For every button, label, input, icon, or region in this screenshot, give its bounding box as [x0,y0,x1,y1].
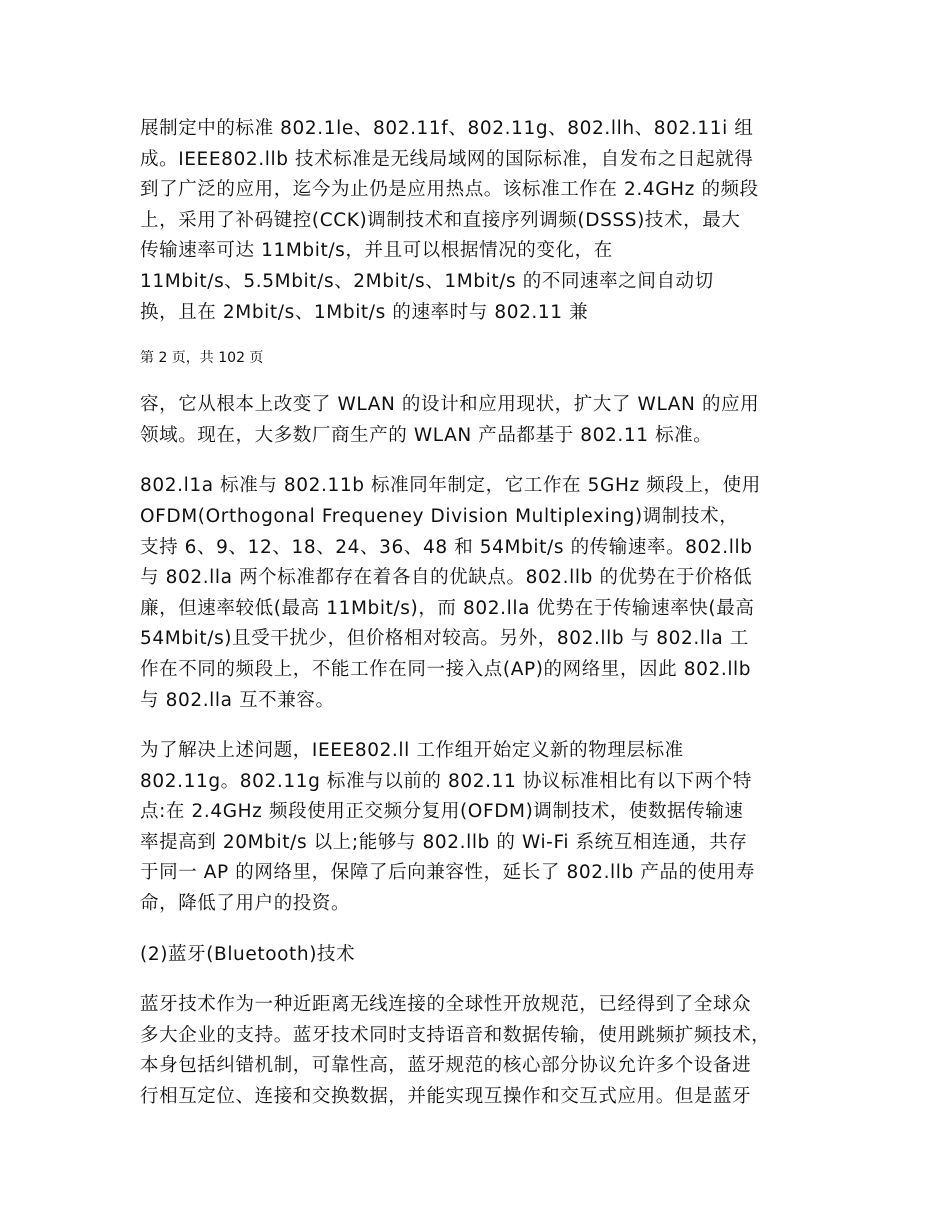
text-line: 蓝牙技术作为一种近距离无线连接的全球性开放规范，已经得到了全球众 [140,994,752,1016]
text-line: 行相互定位、连接和交换数据，并能实现互操作和交互式应用。但是蓝牙 [140,1086,752,1108]
text-line: 容，它从根本上改变了 WLAN 的设计和应用现状，扩大了 WLAN 的应用 [140,394,760,416]
text-line: 换，且在 2Mbit/s、1Mbit/s 的速率时与 802.11 兼 [140,301,589,323]
text-line: OFDM(Orthogonal Frequeney Division Multiplexing)调制技术， [140,505,739,527]
text-line: 成。IEEE802.llb 技术标准是无线局域网的国际标准，自发布之日起就得 [140,148,754,170]
section-heading-bluetooth [140,940,830,971]
text-line: 与 802.lla 互不兼容。 [140,689,335,711]
paragraph-intro [140,114,830,328]
text-line: 于同一 AP 的网络里，保障了后向兼容性，延长了 802.llb 产品的使用寿 [140,862,755,884]
paragraph-wlan [140,390,830,451]
text-line: 多大企业的支持。蓝牙技术同时支持语音和数据传输，使用跳频扩频技术， [140,1024,771,1046]
text-line: 与 802.lla 两个标准都存在着各自的优缺点。802.llb 的优势在于价格低 [140,567,753,589]
text-line: 到了广泛的应用，迄今为止仍是应用热点。该标准工作在 2.4GHz 的频段 [140,179,759,201]
text-line: 命，降低了用户的投资。 [140,893,351,915]
paragraph-80211g [140,736,830,920]
text-line: 802.l1a 标准与 802.11b 标准同年制定，它工作在 5GHz 频段上，使用 [140,475,761,497]
text-line: 54Mbit/s)且受干扰少，但价格相对较高。另外，802.llb 与 802.lla 工 [140,628,749,650]
heading-text: (2)蓝牙(Bluetooth)技术 [140,943,356,965]
text-line: 传输速率可达 11Mbit/s，并且可以根据情况的变化，在 [140,240,613,262]
text-line: 率提高到 20Mbit/s 以上;能够与 802.llb 的 Wi-Fi 系统互相连通，共存 [140,831,748,853]
text-line: 点:在 2.4GHz 频段使用正交频分复用(OFDM)调制技术，使数据传输速 [140,801,744,823]
paragraph-bluetooth [140,990,830,1112]
text-line: 展制定中的标准 802.1le、802.11f、802.11g、802.llh、802.11i 组 [140,118,754,139]
page-number-footer: 第 2 页，共 102 页 [140,350,264,367]
text-line: 11Mbit/s、5.5Mbit/s、2Mbit/s、1Mbit/s 的不同速率之间自动切 [140,270,714,292]
text-line: 为了解决上述问题，IEEE802.ll 工作组开始定义新的物理层标准 [140,740,684,762]
document-page [140,114,830,1113]
text-line: 上，采用了补码键控(CCK)调制技术和直接序列调频(DSSS)技术，最大 [140,209,741,231]
text-line: 802.11g。802.11g 标准与以前的 802.11 协议标准相比有以下两个特 [140,770,753,792]
text-line: 本身包括纠错机制，可靠性高，蓝牙规范的核心部分协议允许多个设备进 [140,1055,752,1077]
text-line: 支持 6、9、12、18、24、36、48 和 54Mbit/s 的传输速率。802.llb [140,536,753,558]
paragraph-80211a [140,471,830,716]
text-line: 作在不同的频段上，不能工作在同一接入点(AP)的网络里，因此 802.llb [140,658,752,680]
text-line: 领域。现在，大多数厂商生产的 WLAN 产品都基于 802.11 标准。 [140,424,713,446]
text-line: 廉，但速率较低(最高 11Mbit/s)，而 802.lla 优势在于传输速率快(最高 [140,597,755,619]
